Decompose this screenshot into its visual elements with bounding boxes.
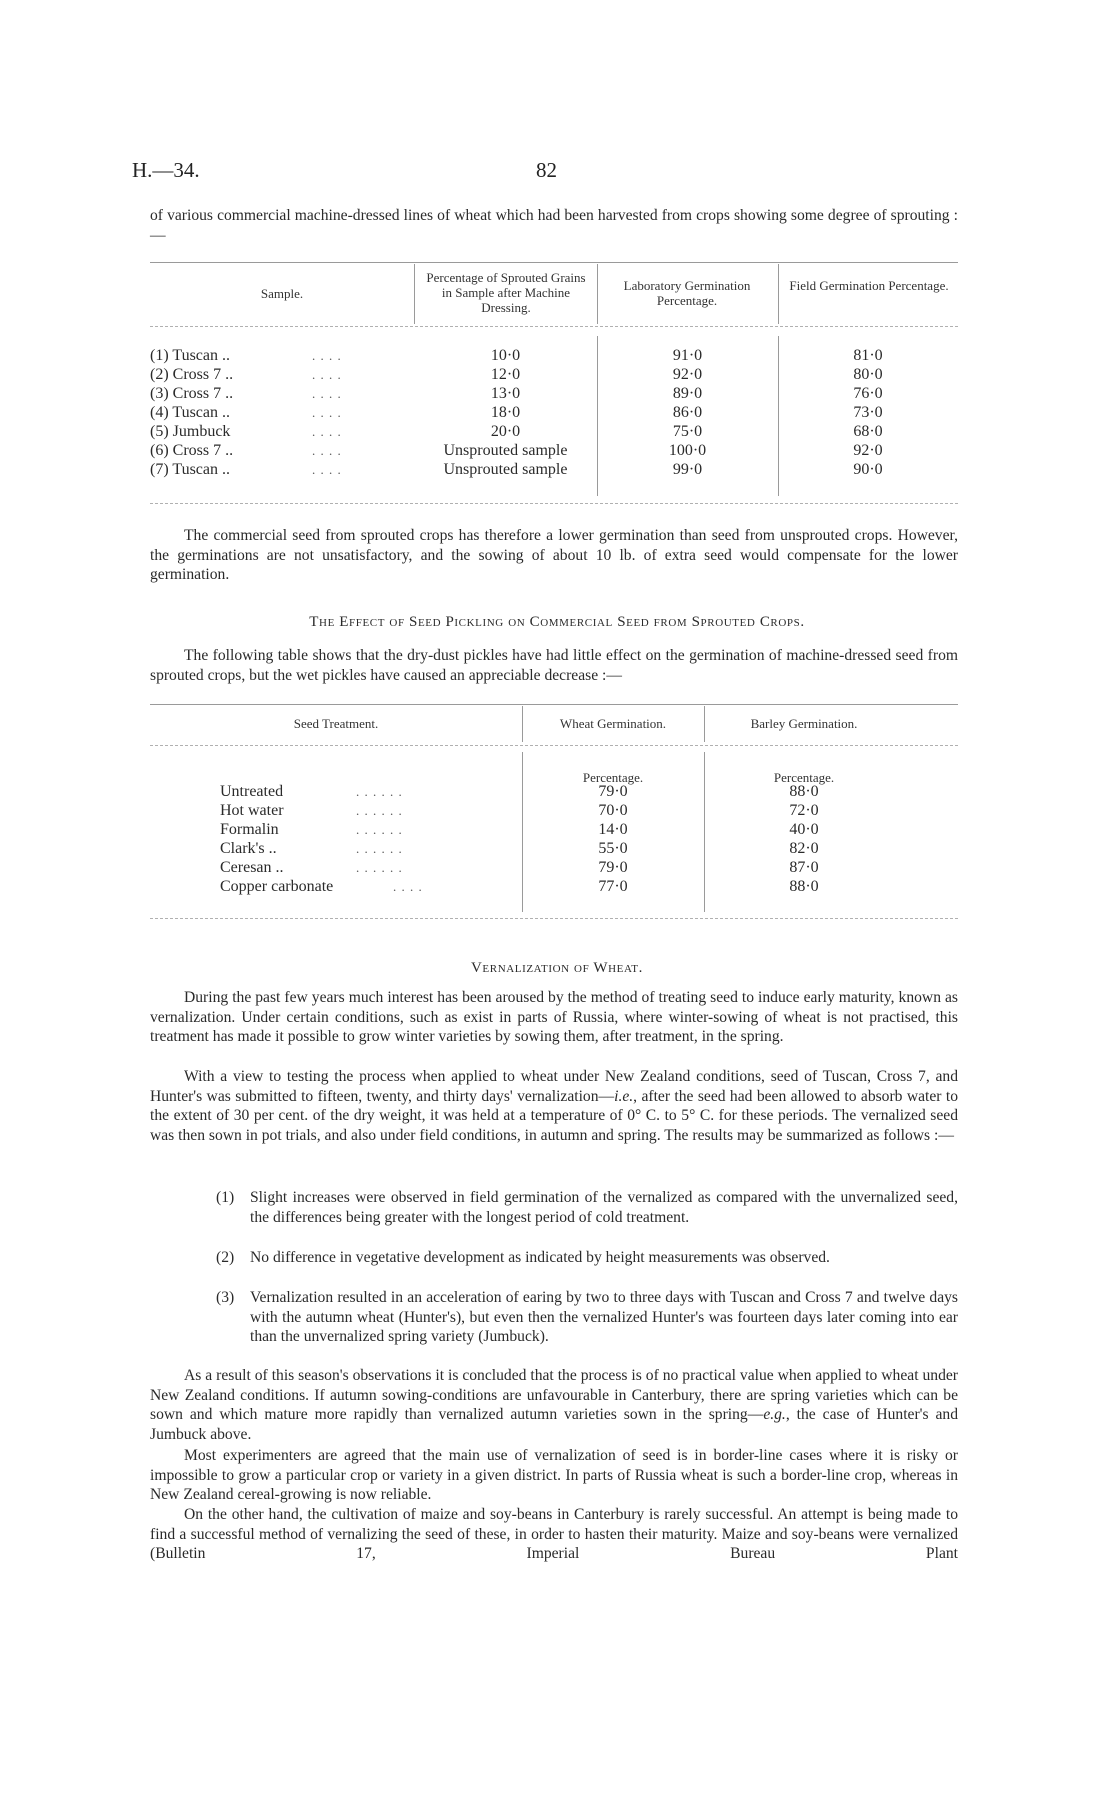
sprouted-value: 12·0 [490, 366, 521, 383]
table-row [0, 820, 1114, 839]
maize-soybean-paragraph: On the other hand, the cultivation of maize and soy-beans in Canterbury is rarely successful. An attempt is being made to find a successful method of vernalizing the seed of these, in order to hasten their maturity. Maize and soy-beans were vernalized (Bulletin 17, Imperial Bureau Plant [150, 1506, 958, 1563]
conclusion-vernalization-paragraph [150, 1366, 958, 1444]
finding-text: No difference in vegetative development as indicated by height measurements was observed. [250, 1249, 830, 1266]
finding-number: (3) [216, 1289, 235, 1306]
table-row [0, 460, 1114, 479]
list-item [216, 1288, 958, 1347]
ie-abbreviation: i.e. [614, 1087, 634, 1105]
finding-number: (2) [216, 1249, 235, 1266]
finding-text: Slight increases were observed in field germination of the vernalized as compared with the unvernalized seed, the differences being greater with the longest period of cold treatment. [250, 1189, 958, 1226]
table-header-rule [150, 326, 958, 327]
field-germination-value: 90·0 [853, 461, 883, 478]
wheat-germination-value: 79·0 [598, 859, 628, 876]
leader-dots: . . . . . . [356, 784, 403, 799]
table-row [0, 877, 1114, 896]
field-germination-value: 92·0 [853, 442, 883, 459]
leader-dots: . . . . [393, 879, 423, 894]
document-code: H.—34. [132, 158, 200, 182]
page-number: 82 [536, 158, 557, 182]
sprouted-value: 13·0 [490, 385, 521, 402]
lab-germination-value: 86·0 [672, 404, 703, 421]
wheat-germination-value: 70·0 [598, 802, 628, 819]
wheat-germination-value: 55·0 [598, 840, 628, 857]
header-sample: Sample. [260, 286, 304, 301]
leader-dots: . . . . [312, 367, 342, 382]
leader-dots: . . . . [312, 424, 342, 439]
field-germination-value: 81·0 [853, 347, 883, 364]
list-item [216, 1188, 958, 1227]
sample-name: (6) Cross 7 .. [150, 442, 234, 459]
leader-dots: . . . . [312, 443, 342, 458]
wheat-germination-value: 14·0 [598, 821, 628, 838]
header-seed-treatment: Seed Treatment. [293, 716, 379, 731]
lab-germination-value: 91·0 [672, 347, 703, 364]
table-bottom-rule [150, 503, 958, 504]
barley-germination-value: 40·0 [789, 821, 819, 838]
treatment-name: Untreated [220, 783, 284, 800]
field-germination-value: 73·0 [853, 404, 883, 421]
sprouted-value: 10·0 [490, 347, 521, 364]
header-wheat-germination: Wheat Germination. [559, 716, 667, 731]
finding-text: Vernalization resulted in an acceleration of earing by two to three days with Tuscan and Cross 7 and twelve days with the autumn wheat (Hunter's), but even then the vernalized Hunter's was fourteen days later coming into ear than the unvernalized spring variety (Jumbuck). [250, 1289, 958, 1346]
lab-germination-value: 92·0 [672, 366, 703, 383]
table-row [0, 782, 1114, 801]
barley-germination-value: 88·0 [789, 878, 819, 895]
wheat-germination-value: 77·0 [598, 878, 628, 895]
wheat-unit-label: Percentage. [582, 770, 644, 785]
table-row [0, 403, 1114, 422]
leader-dots: . . . . [312, 386, 342, 401]
lab-germination-value: 89·0 [672, 385, 703, 402]
barley-unit-label: Percentage. [773, 770, 835, 785]
table-top-rule [150, 704, 958, 705]
leader-dots: . . . . . . [356, 860, 403, 875]
lab-germination-value: 99·0 [672, 461, 703, 478]
table-row [0, 422, 1114, 441]
treatment-name: Hot water [220, 802, 284, 819]
sprouted-value: Unsprouted sample [443, 442, 568, 459]
leader-dots: . . . . [312, 462, 342, 477]
list-item [216, 1248, 958, 1268]
leader-dots: . . . . . . [356, 841, 403, 856]
table-top-rule [150, 262, 958, 263]
result-text-a: As a result of this season's observations it is concluded that the process is of no practical value when applied to wheat under New Zealand conditions. If autumn sowing-conditions are unfavourable in Canterbury, there are spring varieties which can be sown and which mature more rapidly than vernalized autumn varieties sown in the spring— [150, 1367, 958, 1424]
table-row [0, 365, 1114, 384]
header-sprouted-percentage: Percentage of Sprouted Grains in Sample after Machine Dressing. [426, 270, 586, 315]
barley-germination-value: 88·0 [789, 783, 819, 800]
treatment-name: Copper carbonate [220, 878, 334, 895]
table-row [0, 346, 1114, 365]
leader-dots: . . . . [312, 348, 342, 363]
header-barley-germination: Barley Germination. [750, 716, 858, 731]
table-header-rule [150, 745, 958, 746]
method-text-a: With a view to testing the process when applied to wheat under New Zealand conditions, seed of Tuscan, Cross 7, and Hunter's was submitted to fifteen, twenty, and thirty days' vernalization— [150, 1068, 958, 1105]
lab-germination-value: 100·0 [668, 442, 707, 459]
treatment-name: Formalin [220, 821, 279, 838]
wheat-germination-value: 79·0 [598, 783, 628, 800]
column-divider [414, 264, 415, 324]
intro-text: of various commercial machine-dressed lines of wheat which had been harvested from crops showing some degree of sprouting :— [150, 207, 958, 244]
section-heading-seed-pickling: The Effect of Seed Pickling on Commercial Seed from Sprouted Crops. [309, 614, 805, 630]
sprouted-value: 20·0 [490, 423, 521, 440]
leader-dots: . . . . . . [356, 803, 403, 818]
sprouted-value: 18·0 [490, 404, 521, 421]
section-heading-vernalization: Vernalization of Wheat. [471, 960, 643, 976]
sample-name: (3) Cross 7 .. [150, 385, 234, 402]
table-row [0, 858, 1114, 877]
treatment-name: Clark's .. [220, 840, 277, 857]
sprouted-value: Unsprouted sample [443, 461, 568, 478]
pickling-intro-paragraph: The following table shows that the dry-dust pickles have had little effect on the germination of machine-dressed seed from sprouted crops, but the wet pickles have caused an appreciable decrease :— [150, 647, 958, 684]
sample-name: (2) Cross 7 .. [150, 366, 234, 383]
barley-germination-value: 82·0 [789, 840, 819, 857]
border-line-paragraph: Most experimenters are agreed that the main use of vernalization of seed is in border-line cases where it is risky or impossible to grow a particular crop or variety in a given district. In parts of Russia wheat is such a border-line crop, whereas in New Zealand cereal-growing is now reliable. [150, 1447, 958, 1504]
method-text-b: , after the seed had been allowed to absorb water to the extent of 30 per cent. of the dry weight, it was held at a temperature of 0° C. to 5° C. for these periods. The vernalized seed was then sown in pot trials, and also under field conditions, in autumn and spring. The results may be summarized as follows :— [150, 1087, 958, 1144]
table-row [0, 441, 1114, 460]
vernalization-intro-paragraph: During the past few years much interest has been aroused by the method of treating seed to induce early maturity, known as vernalization. Under certain conditions, such as exist in parts of Russia, where winter-sowing of wheat is not practised, this treatment has made it possible to grow winter varieties by sowing them, after treatment, in the spring. [150, 989, 958, 1046]
table-row [0, 839, 1114, 858]
finding-number: (1) [216, 1189, 235, 1206]
eg-abbreviation: e.g. [763, 1406, 786, 1424]
sample-name: (1) Tuscan .. [150, 347, 231, 364]
barley-germination-value: 87·0 [789, 859, 819, 876]
column-divider [778, 264, 779, 324]
header-field-germination: Field Germination Percentage. [789, 278, 949, 293]
sample-name: (7) Tuscan .. [150, 461, 231, 478]
table-row [0, 384, 1114, 403]
barley-germination-value: 72·0 [789, 802, 819, 819]
leader-dots: . . . . [312, 405, 342, 420]
treatment-name: Ceresan .. [220, 859, 284, 876]
field-germination-value: 80·0 [853, 366, 883, 383]
lab-germination-value: 75·0 [672, 423, 703, 440]
column-divider [597, 264, 598, 324]
leader-dots: . . . . . . [356, 822, 403, 837]
field-germination-value: 76·0 [853, 385, 883, 402]
vernalization-method-paragraph [150, 1067, 958, 1145]
header-laboratory-germination: Laboratory Germination Percentage. [623, 278, 751, 308]
conclusion-paragraph: The commercial seed from sprouted crops has therefore a lower germination than seed from unsprouted crops. However, the germinations are not unsatisfactory, and the sowing of about 10 lb. of extra seed would compensate for the lower germination. [150, 527, 958, 584]
table-row [0, 801, 1114, 820]
table-bottom-rule [150, 918, 958, 919]
result-text-b: , the case of Hunter's and Jumbuck above. [150, 1406, 958, 1443]
field-germination-value: 68·0 [853, 423, 883, 440]
sample-name: (5) Jumbuck [150, 423, 231, 440]
sample-name: (4) Tuscan .. [150, 404, 231, 421]
